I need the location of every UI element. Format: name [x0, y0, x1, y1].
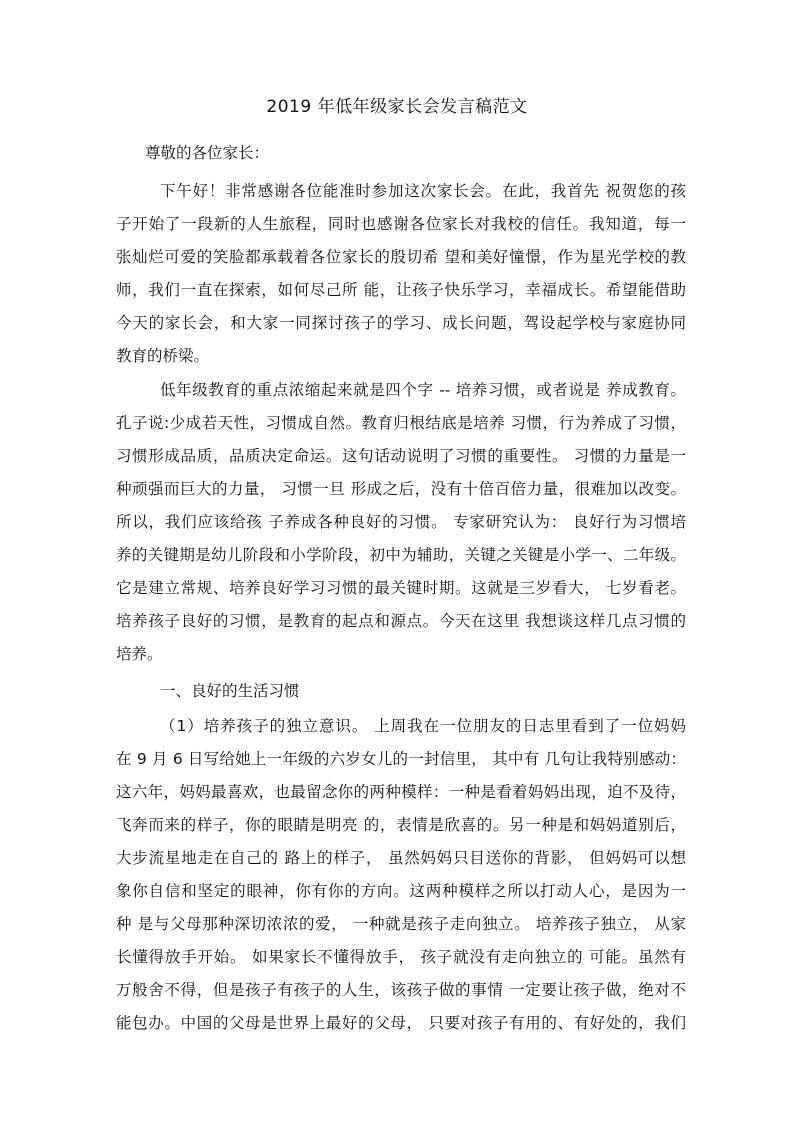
paragraph-line: 习惯形成品质，品质决定命运。这句话动说明了习惯的重要性。 习惯的力量是一	[116, 447, 686, 465]
paragraph-line: 能包办。中国的父母是世界上最好的父母， 只要对孩子有用的、有好处的，我们	[116, 1014, 686, 1032]
paragraph-line: 今天的家长会，和大家一同探讨孩子的学习、成长问题，驾设起学校与家庭协同	[116, 314, 686, 332]
paragraph-line: 张灿烂可爱的笑脸都承载着各位家长的殷切希 望和美好憧憬，作为星光学校的教	[116, 248, 686, 266]
paragraph-line: 子开始了一段新的人生旅程，同时也感谢各位家长对我校的信任。我知道，每一	[116, 215, 686, 233]
paragraph-line: 长懂得放手开始。 如果家长不懂得放手， 孩子就没有走向独立的 可能。虽然有	[116, 948, 686, 966]
paragraph-line: 培养孩子良好的习惯，是教育的起点和源点。今天在这里 我想谈这样几点习惯的	[116, 612, 686, 630]
paragraph-line: 飞奔而来的样子，你的眼睛是明亮 的，表情是欣喜的。另一种是和妈妈道别后，	[116, 816, 686, 834]
salutation: 尊敬的各位家长：	[145, 144, 270, 162]
paragraph-line: 种 是与父母那种深切浓浓的爱， 一种就是孩子走向独立。 培养孩子独立， 从家	[116, 915, 686, 933]
document-title: 2019 年低年级家长会发言稿范文	[266, 97, 528, 117]
section-heading: 一、良好的生活习惯	[160, 682, 300, 700]
paragraph-line: 在 9 月 6 日写给她上一年级的六岁女儿的一封信里， 其中有 几句让我特别感动：	[116, 750, 686, 768]
paragraph-line: 下午好！非常感谢各位能准时参加这次家长会。在此，我首先 祝贺您的孩	[160, 182, 686, 200]
paragraph-line: 万般舍不得，但是孩子有孩子的人生，该孩子做的事情 一定要让孩子做，绝对不	[116, 981, 686, 999]
paragraph-line: 孔子说:少成若天性，习惯成自然。教育归根结底是培养 习惯，行为养成了习惯，	[116, 414, 686, 432]
paragraph-line: 培养。	[116, 645, 163, 663]
paragraph-line: 养的关键期是幼儿阶段和小学阶段，初中为辅助，关键之关键是小学一、二年级。	[116, 546, 686, 564]
paragraph-line: 教育的桥梁。	[116, 347, 210, 365]
paragraph-line: 象你自信和坚定的眼神，你有你的方向。这两种模样之所以打动人心，是因为一	[116, 882, 686, 900]
paragraph-line: 师，我们一直在探索，如何尽己所 能，让孩子快乐学习，幸福成长。希望能借助	[116, 281, 686, 299]
paragraph-line: 所以，我们应该给孩 子养成各种良好的习惯。 专家研究认为： 良好行为习惯培	[116, 513, 686, 531]
paragraph-line: 低年级教育的重点浓缩起来就是四个字 -- 培养习惯，或者说是 养成教育。	[160, 381, 686, 399]
paragraph-line: 种顽强而巨大的力量， 习惯一旦 形成之后，没有十倍百倍力量，很难加以改变。	[116, 480, 686, 498]
paragraph-line: 这六年，妈妈最喜欢，也最留念你的两种模样：一种是看着妈妈出现，迫不及待，	[116, 783, 686, 801]
paragraph-line: 它是建立常规、培养良好学习习惯的最关键时期。这就是三岁看大， 七岁看老。	[116, 579, 686, 597]
paragraph-line: （1）培养孩子的独立意识。 上周我在一位朋友的日志里看到了一位妈妈	[160, 717, 686, 735]
paragraph-line: 大步流星地走在自己的 路上的样子， 虽然妈妈只目送你的背影， 但妈妈可以想	[116, 849, 686, 867]
